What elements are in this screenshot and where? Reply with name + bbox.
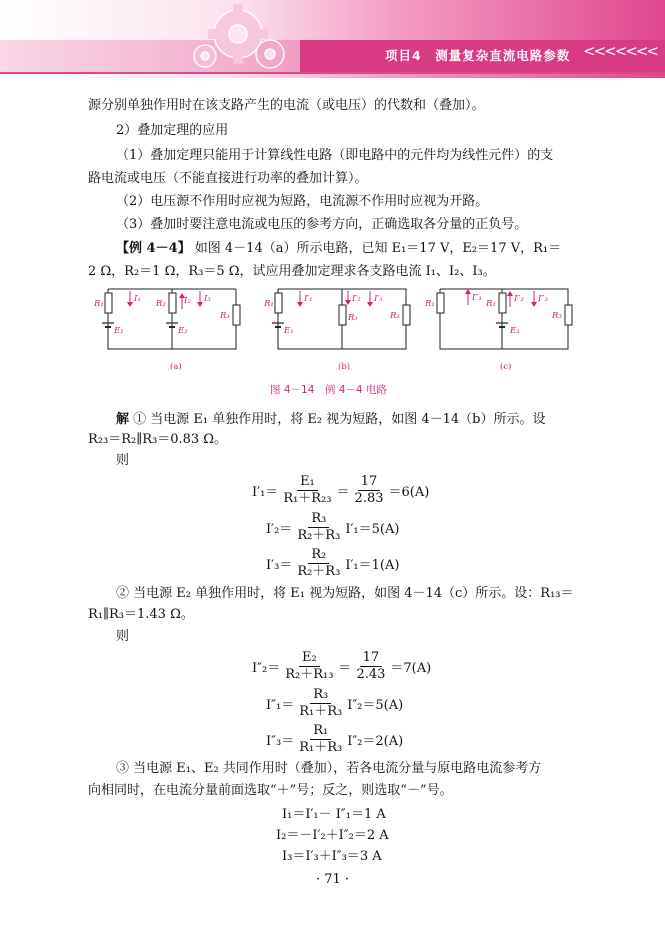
eq-lhs: I′₁＝ [252,485,279,500]
equation-1 [252,474,429,507]
circuit-figure [90,283,580,375]
label-r1: R₁ [425,299,435,309]
equation-5 [266,687,403,720]
eq-rhs: ＝6(A) [388,485,430,500]
solution-line [116,411,546,429]
equation-3 [266,547,399,580]
label-r3: R₃ [220,311,230,321]
eq-den: R₂＋R₃ [297,528,341,543]
label-i3p: I′₃ [374,294,383,304]
eq-den: 2.43 [356,667,386,682]
eq-lhs: I′₂＝ [266,522,293,537]
eq-rhs: I″₂＝2(A) [347,734,404,749]
eq-den: 2.83 [354,491,384,506]
label-r3: R₃ [390,311,400,321]
example-line [116,240,561,258]
label-i3pp: I″₃ [538,294,548,304]
eq-lhs: I″₁＝ [266,698,295,713]
solution-text: 向相同时，在电流分量前面选取“＋”号；反之，则选取“－”号。 [88,783,453,798]
figure-caption: 图 4－14 例 4－4 电路 [270,384,387,396]
eq-rhs: I′₁＝5(A) [345,522,400,537]
then-word: 则 [116,629,130,644]
eq-lhs: I′₃＝ [266,558,293,573]
page-number: · 71 · [315,872,350,887]
page-header [0,0,665,78]
header-title: 项目4 测量复杂直流电路参数 [385,48,571,63]
paragraph: （3）叠加时要注意电流或电压的参考方向，正确选取各分量的正负号。 [116,217,528,232]
label-r3: R₃ [348,313,358,323]
final-equation: I₃＝I′₃＋I″₃＝3 A [282,849,382,864]
label-i1: I₁ [134,294,141,304]
paragraph: 路电流或电压（不能直接进行功率的叠加计算）。 [88,171,368,186]
solution-text: R₂₃＝R₂∥R₃＝0.83 Ω。 [88,432,228,447]
eq-num: R₃ [308,511,329,528]
label-i1p: I′₁ [304,294,313,304]
eq-den: R₂＋R₁₃ [285,667,334,682]
paragraph: （2）电压源不作用时应视为短路，电流源不作用时应视为开路。 [116,194,489,209]
eq-num: R₁ [310,723,331,740]
paragraph: （1）叠加定理只能用于计算线性电路（即电路中的元件均为线性元件）的支 [116,148,554,163]
example-text: 如图 4－14（a）所示电路，已知 E₁＝17 V，E₂＝17 V，R₁＝ [194,241,562,256]
label-e2: E₂ [510,326,520,336]
label-r3: R₃ [552,311,562,321]
equation-6 [266,723,403,756]
label-e1: E₁ [114,326,124,336]
sub-caption-c: (c) [500,362,512,372]
sub-caption-b: (b) [338,362,351,372]
eq-lhs: I″₃＝ [266,734,295,749]
solution-text: R₁∥R₃＝1.43 Ω。 [88,607,194,622]
final-equation: I₂＝－I′₂＋I″₂＝2 A [276,828,389,843]
eq-rhs: I″₂＝5(A) [347,698,404,713]
eq-rhs: I′₁＝1(A) [345,558,400,573]
label-r2: R₂ [156,299,166,309]
eq-lhs: I″₂＝ [252,661,281,676]
solution-text: ② 当电源 E₂ 单独作用时，将 E₁ 视为短路，如图 4－14（c）所示。设：R₁₃＝ [116,586,574,601]
eq-num: 17 [360,650,383,667]
eq-rhs: ＝7(A) [390,661,432,676]
label-r1: R₁ [94,299,104,309]
then-word: 则 [116,453,130,468]
equation-2 [266,511,399,544]
eq-mid: ＝ [336,485,350,500]
eq-den: R₂＋R₃ [297,564,341,579]
eq-num: E₂ [299,650,320,667]
solution-text: ③ 当电源 E₁、E₂ 共同作用时（叠加），若各电流分量与原电路电流参考方 [116,761,542,776]
eq-den: R₁＋R₃ [299,704,343,719]
label-i2pp: I″₂ [514,294,524,304]
eq-num: 17 [358,474,381,491]
header-banner [0,0,665,78]
label-i3: I₃ [204,294,211,304]
solution-label: 解 [116,412,130,427]
subheading: 2）叠加定理的应用 [116,123,229,138]
label-r2: R₂ [486,299,496,309]
header-chevrons: <<<<<<< [583,42,657,60]
label-i1pp: I″₁ [472,293,482,303]
solution-text: ① 当电源 E₁ 单独作用时，将 E₂ 视为短路，如图 4－14（b）所示。设 [133,412,546,427]
eq-num: R₂ [308,547,329,564]
eq-den: R₁＋R₂₃ [283,491,332,506]
label-i2p: I′₂ [352,294,361,304]
label-e2: E₂ [178,326,188,336]
paragraph: 源分别单独作用时在该支路产生的电流（或电压）的代数和（叠加）。 [88,98,485,113]
sub-caption-a: (a) [170,362,182,372]
example-text: 2 Ω，R₂＝1 Ω，R₃＝5 Ω，试应用叠加定理求各支路电流 I₁、I₂、I₃。 [88,264,496,279]
eq-den: R₁＋R₃ [299,740,343,755]
label-r1: R₁ [264,299,274,309]
label-e1: E₁ [284,326,294,336]
equation-4 [252,650,431,683]
eq-mid: ＝ [338,661,352,676]
example-label: 【例 4－4】 [116,241,191,256]
eq-num: E₁ [297,474,318,491]
eq-num: R₃ [310,687,331,704]
label-i2: I₂ [184,296,191,306]
final-equation: I₁＝I′₁－ I″₁＝1 A [282,807,386,822]
